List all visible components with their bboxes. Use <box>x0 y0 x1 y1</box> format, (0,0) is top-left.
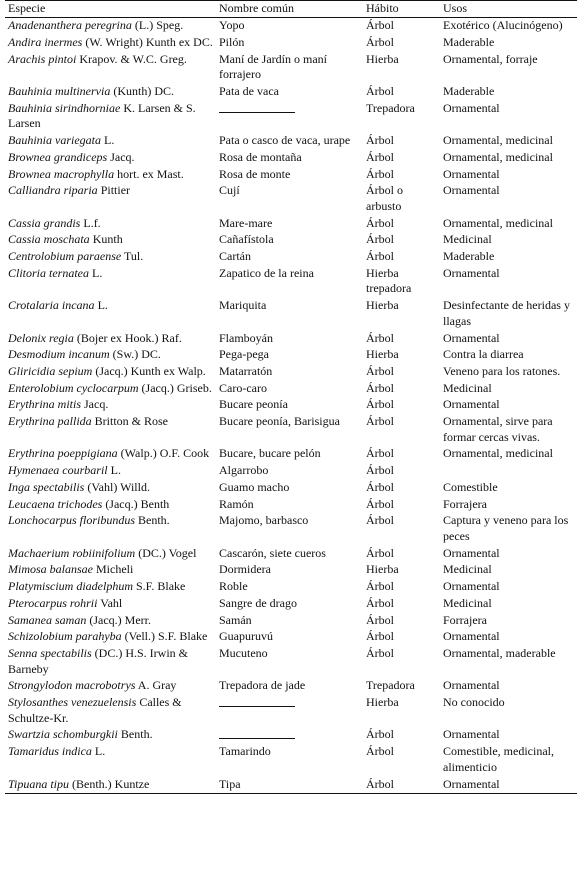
habit-cell: Árbol <box>366 595 394 610</box>
table-row <box>5 727 577 744</box>
species-author: Pittier <box>97 183 131 198</box>
common-name-cell: Tamarindo <box>219 744 271 759</box>
species-author: (Benth.) Kuntze <box>69 776 150 791</box>
table-row <box>5 232 577 249</box>
table-row <box>5 17 577 34</box>
species-name: Desmodium incanum <box>8 347 110 362</box>
common-name-cell: Cañafístola <box>219 232 274 247</box>
species-cell <box>5 397 216 414</box>
species-name: Delonix regia <box>8 330 74 345</box>
uses-cell: Ornamental, medicinal <box>443 215 553 230</box>
species-author: S.F. Blake <box>132 579 186 594</box>
species-cell <box>5 249 216 266</box>
species-cell <box>5 265 216 297</box>
table-row <box>5 579 577 596</box>
habit-cell: Árbol <box>366 249 394 264</box>
uses-cell: Contra la diarrea <box>443 347 524 362</box>
species-author: (Jacq.) Kunth ex Walp. <box>92 363 206 378</box>
species-name: Strongylodon macrobotrys <box>8 678 136 693</box>
common-name-cell: Flamboyán <box>219 330 273 345</box>
common-name-cell <box>216 695 363 727</box>
species-author: Jacq. <box>81 397 109 412</box>
table-row <box>5 645 577 677</box>
habit-cell: Árbol <box>366 215 394 230</box>
species-name: Anadenanthera peregrina <box>8 18 132 33</box>
habit-cell: Árbol <box>366 579 394 594</box>
species-cell <box>5 166 216 183</box>
species-cell <box>5 479 216 496</box>
common-name-cell: Algarrobo <box>219 463 269 478</box>
species-author: Micheli <box>93 562 134 577</box>
table-row <box>5 595 577 612</box>
species-cell <box>5 17 216 34</box>
uses-cell: Ornamental, sirve para formar cercas vivas. <box>443 414 553 444</box>
table-row <box>5 562 577 579</box>
uses-cell: Maderable <box>443 34 495 49</box>
habit-cell: Hierba <box>366 695 399 710</box>
habit-cell: Árbol o arbusto <box>366 183 403 213</box>
uses-cell: No conocido <box>443 695 505 710</box>
species-author: (DC.) Vogel <box>135 545 197 560</box>
habit-cell: Árbol <box>366 744 394 759</box>
uses-cell: Captura y veneno para los peces <box>443 513 569 543</box>
habit-cell: Trepadora <box>366 678 415 693</box>
uses-cell: Ornamental <box>443 397 500 412</box>
species-cell <box>5 330 216 347</box>
species-author: L. <box>91 744 106 759</box>
table-row <box>5 397 577 414</box>
species-name: Bauhinia multinervia <box>8 84 111 99</box>
habit-cell: Árbol <box>366 513 394 528</box>
species-cell <box>5 363 216 380</box>
species-author: L. <box>89 265 103 280</box>
uses-cell: Maderable <box>443 249 495 264</box>
habit-cell: Árbol <box>366 496 394 511</box>
habit-cell: Árbol <box>366 545 394 560</box>
common-name-cell: Pata o casco de vaca, urape <box>219 133 351 148</box>
table-row <box>5 446 577 463</box>
species-name: Machaerium robiinifolium <box>8 545 136 560</box>
species-cell <box>5 612 216 629</box>
common-name-cell: Mucuteno <box>219 645 268 660</box>
species-name: Erythrina pallida <box>8 414 92 429</box>
common-name-cell: Guamo macho <box>219 479 290 494</box>
uses-cell: Ornamental <box>443 727 500 742</box>
uses-cell: Comestible <box>443 479 498 494</box>
common-name-cell: Tipa <box>216 776 363 793</box>
uses-cell: Medicinal <box>443 595 492 610</box>
species-author: Britton & Rose <box>91 414 169 429</box>
species-cell <box>5 133 216 150</box>
table-row <box>5 330 577 347</box>
table-row <box>5 84 577 101</box>
species-table <box>5 0 577 794</box>
uses-cell: Desinfectante de heridas y llagas <box>443 298 570 328</box>
species-cell <box>5 347 216 364</box>
species-name: Senna spectabilis <box>8 645 92 660</box>
uses-cell: Ornamental <box>443 579 500 594</box>
habit-cell: Hierba trepadora <box>366 265 412 296</box>
uses-cell: Ornamental, medicinal <box>443 133 553 148</box>
table-row <box>5 100 577 132</box>
species-cell <box>5 215 216 232</box>
common-name-cell: Ramón <box>219 496 254 511</box>
common-name-cell: Cascarón, siete cueros <box>219 545 326 560</box>
species-name: Mimosa balansae <box>8 562 93 577</box>
species-author: Vahl <box>97 595 123 610</box>
species-author: A. Gray <box>135 678 177 693</box>
common-name-cell: Trepadora de jade <box>219 678 306 693</box>
species-author: (W. Wright) Kunth ex DC. <box>82 34 213 49</box>
habit-cell: Hierba <box>366 298 399 313</box>
habit-cell: Árbol <box>366 397 394 412</box>
table-row <box>5 776 577 793</box>
uses-cell: Ornamental <box>443 678 500 693</box>
common-name-cell: Mare-mare <box>219 215 273 230</box>
common-name-cell: Bucare, bucare pelón <box>219 446 321 461</box>
habit-cell: Árbol <box>366 380 394 395</box>
species-name: Bauhinia sirindhorniae <box>8 100 121 115</box>
species-name: Samanea saman <box>8 612 87 627</box>
table-row <box>5 133 577 150</box>
table-row <box>5 166 577 183</box>
table-row <box>5 51 577 83</box>
common-name-cell: Cartán <box>219 249 251 264</box>
common-name-cell <box>216 100 363 132</box>
uses-cell: Ornamental <box>443 166 500 181</box>
species-author: (Vell.) S.F. Blake <box>121 629 208 644</box>
uses-cell: Ornamental <box>443 545 500 560</box>
header-row <box>5 1 577 18</box>
species-author: (Sw.) DC. <box>109 347 161 362</box>
uses-cell: Comestible, medicinal, alimenticio <box>443 744 554 774</box>
uses-cell: Exotérico (Alucinógeno) <box>443 18 563 33</box>
species-author: L. <box>107 463 121 478</box>
species-cell <box>5 562 216 579</box>
uses-cell: Ornamental, medicinal <box>443 446 553 461</box>
uses-cell: Ornamental <box>443 183 500 198</box>
species-author: (Vahl) Willd. <box>84 479 150 494</box>
species-cell <box>5 34 216 51</box>
species-cell <box>5 545 216 562</box>
common-name-cell: Pata de vaca <box>219 84 279 99</box>
common-name-cell: Matarratón <box>219 363 273 378</box>
table-row <box>5 463 577 480</box>
common-name-cell: Bucare peonía, Barisigua <box>219 414 340 429</box>
species-name: Inga spectabilis <box>8 479 85 494</box>
species-cell <box>5 496 216 513</box>
habit-cell: Árbol <box>366 363 394 378</box>
species-author: hort. ex Mast. <box>114 166 184 181</box>
habit-cell: Árbol <box>366 645 394 660</box>
common-name-cell: Guapuruvú <box>219 629 273 644</box>
species-name: Leucaena trichodes <box>8 496 103 511</box>
species-name: Erythrina mitis <box>8 397 82 412</box>
habit-cell: Árbol <box>366 232 394 247</box>
species-name: Arachis pintoi <box>8 51 77 66</box>
species-author: (Walp.) O.F. Cook <box>117 446 210 461</box>
species-cell <box>5 298 216 330</box>
habit-cell: Árbol <box>363 776 440 793</box>
uses-cell: Ornamental, maderable <box>443 645 556 660</box>
table-row <box>5 183 577 215</box>
uses-cell: Ornamental <box>440 776 577 793</box>
species-cell <box>5 463 216 480</box>
table-row <box>5 612 577 629</box>
species-cell <box>5 579 216 596</box>
uses-cell: Ornamental <box>443 265 500 280</box>
species-cell <box>5 51 216 83</box>
species-name: Calliandra riparia <box>8 183 98 198</box>
blank-line <box>219 695 295 707</box>
species-name: Schizolobium parahyba <box>8 629 122 644</box>
table-row <box>5 34 577 51</box>
species-name: Andira inermes <box>8 34 83 49</box>
habit-cell: Árbol <box>366 479 394 494</box>
common-name-cell: Dormidera <box>219 562 271 577</box>
habit-cell: Hierba <box>366 347 399 362</box>
habit-cell: Árbol <box>366 133 394 148</box>
species-name: Hymenaea courbaril <box>8 463 108 478</box>
common-name-cell: Pilón <box>219 34 245 49</box>
common-name-cell: Yopo <box>219 18 245 33</box>
species-cell <box>5 629 216 646</box>
species-name: Swartzia schomburgkii <box>8 727 118 742</box>
species-author: (DC.) H.S. Irwin & Barneby <box>8 645 188 676</box>
species-cell <box>5 100 216 132</box>
habit-cell: Árbol <box>366 84 394 99</box>
species-cell <box>5 149 216 166</box>
common-name-cell: Samán <box>219 612 252 627</box>
common-name-cell: Rosa de monte <box>219 166 291 181</box>
habit-cell: Árbol <box>366 463 394 478</box>
species-name: Pterocarpus rohrii <box>8 595 98 610</box>
species-author: Tul. <box>121 249 144 264</box>
table-row <box>5 414 577 446</box>
uses-cell: Forrajera <box>443 612 487 627</box>
species-name: Cassia moschata <box>8 232 90 247</box>
common-name-cell: Bucare peonía <box>219 397 288 412</box>
species-name: Brownea macrophylla <box>8 166 115 181</box>
table-row <box>5 695 577 727</box>
uses-cell: Forrajera <box>443 496 487 511</box>
species-author: Benth. <box>135 513 170 528</box>
header-species: Especie <box>5 1 216 18</box>
species-author: (Jacq.) Merr. <box>86 612 151 627</box>
table-row <box>5 298 577 330</box>
common-name-cell: Majomo, barbasco <box>219 513 309 528</box>
uses-cell: Medicinal <box>443 562 492 577</box>
uses-cell: Maderable <box>443 84 495 99</box>
species-author: (Jacq.) Griseb. <box>138 380 212 395</box>
species-name: Enterolobium cyclocarpum <box>8 380 139 395</box>
species-author: (Bojer ex Hook.) Raf. <box>73 330 182 345</box>
blank-line <box>219 727 295 739</box>
species-cell <box>5 744 216 776</box>
table-row <box>5 380 577 397</box>
uses-cell: Ornamental <box>443 100 500 115</box>
species-author: (Kunth) DC. <box>110 84 174 99</box>
uses-cell: Ornamental, forraje <box>443 51 538 66</box>
species-cell <box>5 446 216 463</box>
table-row <box>5 479 577 496</box>
habit-cell: Árbol <box>366 446 394 461</box>
uses-cell: Medicinal <box>443 232 492 247</box>
species-name: Tamaridus indica <box>8 744 92 759</box>
common-name-cell <box>216 727 363 744</box>
common-name-cell: Maní de Jardín o maní forrajero <box>219 51 327 82</box>
common-name-cell: Cují <box>219 183 240 198</box>
species-name: Lonchocarpus floribundus <box>8 513 136 528</box>
species-cell <box>5 645 216 677</box>
common-name-cell: Roble <box>219 579 248 594</box>
species-cell <box>5 232 216 249</box>
species-name: Centrolobium paraense <box>8 249 122 264</box>
habit-cell: Trepadora <box>366 100 415 115</box>
species-name: Crotalaria incana <box>8 298 95 313</box>
species-cell <box>5 183 216 215</box>
common-name-cell: Mariquita <box>219 298 267 313</box>
habit-cell: Hierba <box>366 562 399 577</box>
species-name: Erythrina poeppigiana <box>8 446 118 461</box>
species-cell <box>5 414 216 446</box>
table-row <box>5 347 577 364</box>
habit-cell: Árbol <box>366 629 394 644</box>
header-common-name: Nombre común <box>216 1 363 18</box>
uses-cell: Ornamental <box>443 330 500 345</box>
uses-cell: Medicinal <box>443 380 492 395</box>
species-cell <box>5 678 216 695</box>
species-cell <box>5 84 216 101</box>
species-author: Krapov. & W.C. Greg. <box>76 51 187 66</box>
species-name: Tipuana tipu <box>8 776 70 791</box>
species-cell <box>5 595 216 612</box>
table-row <box>5 678 577 695</box>
table-row <box>5 629 577 646</box>
species-cell <box>5 380 216 397</box>
habit-cell: Árbol <box>366 612 394 627</box>
species-name: Gliricidia sepium <box>8 363 93 378</box>
species-name: Bauhinia variegata <box>8 133 101 148</box>
species-author: L.f. <box>80 215 101 230</box>
habit-cell: Árbol <box>366 727 394 742</box>
species-name: Clitoria ternatea <box>8 265 89 280</box>
habit-cell: Árbol <box>366 149 394 164</box>
species-name: Stylosanthes venezuelensis <box>8 695 137 710</box>
habit-cell: Hierba <box>366 51 399 66</box>
table-row <box>5 744 577 776</box>
habit-cell: Árbol <box>366 330 394 345</box>
species-author: K. Larsen & S. Larsen <box>8 100 196 131</box>
species-author: Benth. <box>117 727 153 742</box>
species-cell <box>5 513 216 545</box>
species-cell <box>5 727 216 744</box>
species-author: (L.) Speg. <box>131 18 184 33</box>
blank-line <box>219 101 295 113</box>
table-row <box>5 513 577 545</box>
table-row <box>5 249 577 266</box>
uses-cell: Veneno para los ratones. <box>443 363 561 378</box>
species-author: Kunth <box>89 232 123 247</box>
table-row <box>5 545 577 562</box>
species-author: Jacq. <box>107 149 135 164</box>
table-row <box>5 149 577 166</box>
habit-cell: Árbol <box>366 18 394 33</box>
uses-cell <box>440 463 577 480</box>
habit-cell: Árbol <box>366 414 394 429</box>
common-name-cell: Rosa de montaña <box>219 149 302 164</box>
common-name-cell: Caro-caro <box>219 380 267 395</box>
species-cell <box>5 776 216 793</box>
common-name-cell: Sangre de drago <box>219 595 297 610</box>
common-name-cell: Zapatico de la reina <box>219 265 314 280</box>
table-row <box>5 496 577 513</box>
habit-cell: Árbol <box>366 34 394 49</box>
table-row <box>5 265 577 297</box>
species-author: L. <box>94 298 108 313</box>
species-author: (Jacq.) Benth <box>102 496 170 511</box>
table-row <box>5 363 577 380</box>
species-name: Cassia grandis <box>8 215 81 230</box>
species-author: Calles & Schultze-Kr. <box>8 695 182 725</box>
table-row <box>5 215 577 232</box>
uses-cell: Ornamental <box>443 629 500 644</box>
uses-cell: Ornamental, medicinal <box>443 149 553 164</box>
habit-cell: Árbol <box>366 166 394 181</box>
species-name: Platymiscium diadelphum <box>8 579 133 594</box>
species-cell <box>5 695 216 727</box>
common-name-cell: Pega-pega <box>219 347 269 362</box>
species-name: Brownea grandiceps <box>8 149 108 164</box>
header-habit: Hábito <box>363 1 440 18</box>
species-author: L. <box>101 133 115 148</box>
header-uses: Usos <box>440 1 577 18</box>
